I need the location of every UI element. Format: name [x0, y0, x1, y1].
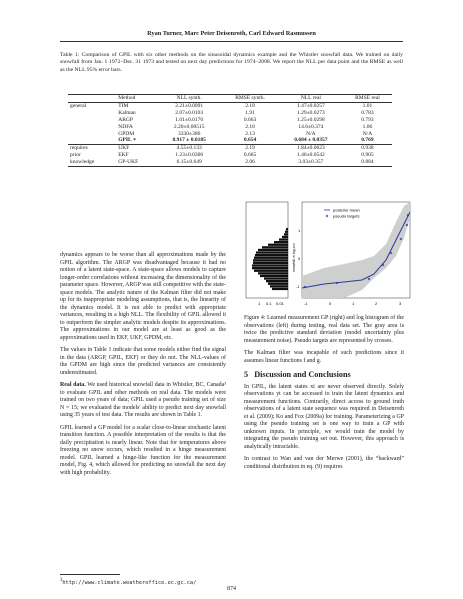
table-cell: Kalman: [118, 109, 136, 116]
table-row: [68, 117, 392, 124]
right-column: [244, 315, 404, 476]
table-cell: [68, 131, 116, 138]
table-cell: GP-UKF: [116, 159, 157, 166]
y-tick: 1: [298, 228, 301, 233]
figure-svg: [244, 198, 414, 310]
histogram-bar: [253, 262, 288, 264]
footnote-mark: 3: [60, 578, 63, 583]
table-row: [68, 124, 392, 131]
histogram-bar: [272, 288, 288, 290]
histogram-bar: [254, 270, 288, 272]
table-cell: ARGP: [118, 116, 133, 123]
table-cell: GPIL ∗: [116, 137, 157, 144]
table-cell: 0.793: [361, 116, 374, 123]
hist-tick-2: 0.1: [266, 301, 272, 306]
table-row: [68, 145, 392, 152]
results-table: [68, 94, 392, 167]
table-cell: requires: [70, 145, 88, 152]
table-cell: [68, 124, 116, 131]
table-row: [68, 131, 392, 138]
footnote-url[interactable]: http://www.climate.weatheroffice.ec.gc.ca/: [62, 579, 197, 586]
table-row: [68, 152, 392, 159]
table-cell: 0.769: [343, 137, 392, 144]
histogram-bar: [264, 277, 288, 279]
table-cell: 1.23±0.0306: [175, 152, 204, 159]
table-cell: 0.783: [361, 109, 374, 116]
figure-caption: Figure 4: Learned measurement GP (right) and log histogram of the observations (left) during testing, real data set. The gray area is twice the predictive standard deviation (model uncertainty plus measurement noise). Pseudo targets are represented by crosses.: [244, 315, 404, 344]
table-cell: GPDM: [118, 130, 135, 137]
y-tick: 0: [298, 256, 301, 261]
paragraph: In GPIL, the latent states xt are never observed directly. Solely observations yt can be accessed to train the latent dynamics and measurement functions. Contrarily, direct access to ground truth observations of a latent state sequence was required in Deisenroth et al. (2009); Ko and Fox (2009a) for training. Parameterizing a GP using the pseudo training set is one way to train a GP with unknown inputs. In principle, we would train the model by integrating the pseudo training set out. However, this approach is analytically intractable.: [244, 383, 404, 450]
paragraph-text: We used historical snowfall data in Whistler, BC, Canada³ to evaluate GPIL and other methods on real data. The models were trained on two years of data; GPIL used a pseudo training set of size N = 15; we evaluated the models' ability to predict next day snowfall using 35 years of test data. The results are shown in Table 1.: [60, 382, 226, 418]
table-cell: 2.20±0.00515: [173, 123, 205, 130]
x-tick: 1: [352, 301, 355, 306]
table-caption: Table 1: Comparison of GPIL with six other methods on the sinusoidal dynamics example and the Whistler snowfall data. We trained on daily snowfall from Jan. 1 1972–Dec. 31 1973 and tested on next day predictions for 1974–2008. We report the NLL per data point and the RMSE as well as the NLL 95% error bars.: [60, 52, 403, 73]
table-cell: 2.18: [245, 123, 255, 130]
header-rule: [60, 41, 403, 42]
table-cell: 4.55±0.133: [176, 145, 202, 152]
table-cell: 0.905: [361, 152, 374, 159]
page-number: 874: [227, 586, 236, 592]
histogram-bar: [260, 275, 288, 277]
footnote: [60, 578, 196, 586]
histogram-bar: [252, 267, 288, 269]
table-cell: EKF: [118, 152, 129, 159]
legend-cross-icon: [326, 215, 328, 217]
paragraph: GPIL learned a GP model for a scalar close-to-linear stochastic latent transition function. A possible interpretation of the results is that the daily precipitation is nearly linear. Note that for temperatures above freezing no snow occurs, which resulted in a hinge measurement model. GPIL learned a hinge-like function for the measurement model, Fig. 4, which allowed for predicting no snowfall the next day with high probability.: [60, 424, 226, 476]
table-cell: 0.917 ± 0.0185: [157, 137, 221, 144]
table-row: [68, 95, 392, 103]
hist-tick-1: 1: [258, 301, 261, 306]
table-cell: NLL synth.: [157, 95, 221, 103]
table-cell: 3330±386: [178, 130, 201, 137]
table-row: [68, 110, 392, 117]
table-cell: 0.884: [343, 159, 392, 166]
histogram-bar: [256, 251, 288, 253]
histogram-bar: [258, 272, 288, 274]
section-title: Discussion and Conclusions: [254, 370, 351, 379]
table-cell: 0.665: [243, 152, 257, 159]
paragraph: The values in Table 1 indicate that some models either find the signal in the data (ARGP, GPIL, EKF) or they do not. The NLL-values of the GPDM are high since the predicted variances are consistently underestimated.: [60, 347, 226, 376]
table-cell: knowledge: [68, 159, 116, 166]
histogram-bar: [255, 254, 288, 256]
table-row: [68, 137, 392, 144]
table-cell: UKF: [118, 145, 130, 152]
x-tick: 2: [375, 301, 378, 306]
table-cell: 1.25±0.0298: [296, 116, 325, 123]
table-cell: 1.01±0.0170: [175, 116, 204, 123]
running-header: Ryan Turner, Marc Peter Deisenroth, Carl Edward Rasmussen: [147, 30, 316, 37]
table-cell: general: [70, 102, 87, 109]
figure-4: [244, 198, 414, 310]
table-cell: 0.938: [361, 145, 374, 152]
histogram-bar: [266, 280, 288, 282]
table-cell: 2.18: [245, 102, 255, 109]
table-cell: 1.06: [362, 123, 373, 130]
y-tick: -1: [296, 284, 300, 289]
table-cell: 1.47±0.0257: [296, 102, 325, 109]
table-cell: 2.13: [245, 130, 255, 137]
histogram-bar: [284, 233, 288, 235]
histogram-bar: [270, 285, 288, 287]
table-cell: NLL real: [279, 95, 343, 103]
histogram-bar: [268, 283, 288, 285]
histogram-bar: [274, 241, 288, 243]
table-cell: 6.15±0.649: [157, 159, 221, 166]
table-cell: 3.03±0.357: [279, 159, 343, 166]
table-cell: [68, 137, 116, 144]
table-cell: [68, 95, 116, 103]
table-cell: NDFA: [118, 123, 133, 130]
histogram-bar: [252, 264, 288, 266]
section-heading: [244, 371, 404, 379]
table-cell: 0.663: [243, 116, 257, 123]
table-cell: RMSE real: [343, 95, 392, 103]
table-row: [68, 159, 392, 166]
table-cell: 2.06: [221, 159, 279, 166]
histogram-bar: [253, 259, 288, 261]
table-cell: N/A: [362, 130, 373, 137]
histogram-bar: [285, 231, 288, 233]
legend-posterior-mean: posterior mean: [333, 207, 360, 213]
x-tick: 0: [329, 301, 332, 306]
histogram-bar: [286, 228, 288, 230]
histogram-bar: [262, 246, 288, 248]
table-cell: prior: [70, 152, 81, 159]
table-cell: 0.654: [221, 137, 279, 144]
table-row: [68, 102, 392, 109]
table-cell: 1.46±0.0542: [296, 152, 325, 159]
table-cell: 2.21±0.0091: [175, 102, 204, 109]
paragraph: In contrast to Wan and van der Merwe (2001), the “backward” conditional distribution in eq. (9) requires: [244, 456, 404, 470]
histogram-bar: [279, 238, 288, 240]
x-tick: -1: [304, 301, 308, 306]
table-cell: 1.91: [245, 109, 255, 116]
paragraph: dynamics appears to be worse than all approximations made by the GPIL algorithm. The ARGP was disadvantaged because it had no notion of a latent state-space. A state-space allows models to capture longer-order correlations without increasing the dimensionality of the parameter space. However, ARGP was still competitive with the state-space models. The analytic nature of the Kalman filter did not make up for its inappropriate modeling assumptions, that is, the linearity of the dynamics model. It is not able to predict with appropriate variances, resulting in a high NLL. The flexibility of GPIL allowed it to outperform the simpler analytic models despite its approximations. The approximations in our model are at least as good as the approximations used in EKF, UKF, GPDM, etc.: [60, 252, 226, 341]
table-cell: TIM: [118, 102, 129, 109]
paragraph: [60, 382, 226, 420]
table-cell: Method: [116, 95, 157, 103]
table-cell: 2.19: [245, 145, 255, 152]
histogram-bar: [258, 249, 288, 251]
footnote-rule: [60, 574, 120, 575]
histogram-bar: [268, 244, 288, 246]
table-cell: 0.684 ± 0.0357: [279, 137, 343, 144]
legend-pseudo-targets: pseudo targets: [333, 213, 360, 219]
table-cell: 2.07±0.0103: [175, 109, 204, 116]
histogram-bar: [282, 236, 288, 238]
table-cell: [68, 110, 116, 117]
histogram-bar: [254, 257, 288, 259]
left-column: [60, 252, 226, 482]
table-cell: [68, 117, 116, 124]
section-number: 5: [244, 370, 249, 379]
x-tick: 3: [399, 301, 402, 306]
table-cell: N/A: [306, 130, 316, 137]
y-axis-label: snowfall in log-cm: [292, 243, 296, 272]
table-cell: 1.01: [362, 102, 373, 109]
paragraph: The Kalman filter was incapable of such predictions since it assumes linear functions f and g.: [244, 350, 404, 364]
table-cell: 1.84±0.0623: [296, 145, 325, 152]
hist-tick-3: 0.01: [276, 301, 284, 306]
table-cell: 1.29±0.0273: [296, 109, 325, 116]
table-cell: RMSE synth.: [221, 95, 279, 103]
paragraph-lead: Real data.: [60, 382, 86, 388]
table-cell: 14.6±0.374: [298, 123, 324, 130]
